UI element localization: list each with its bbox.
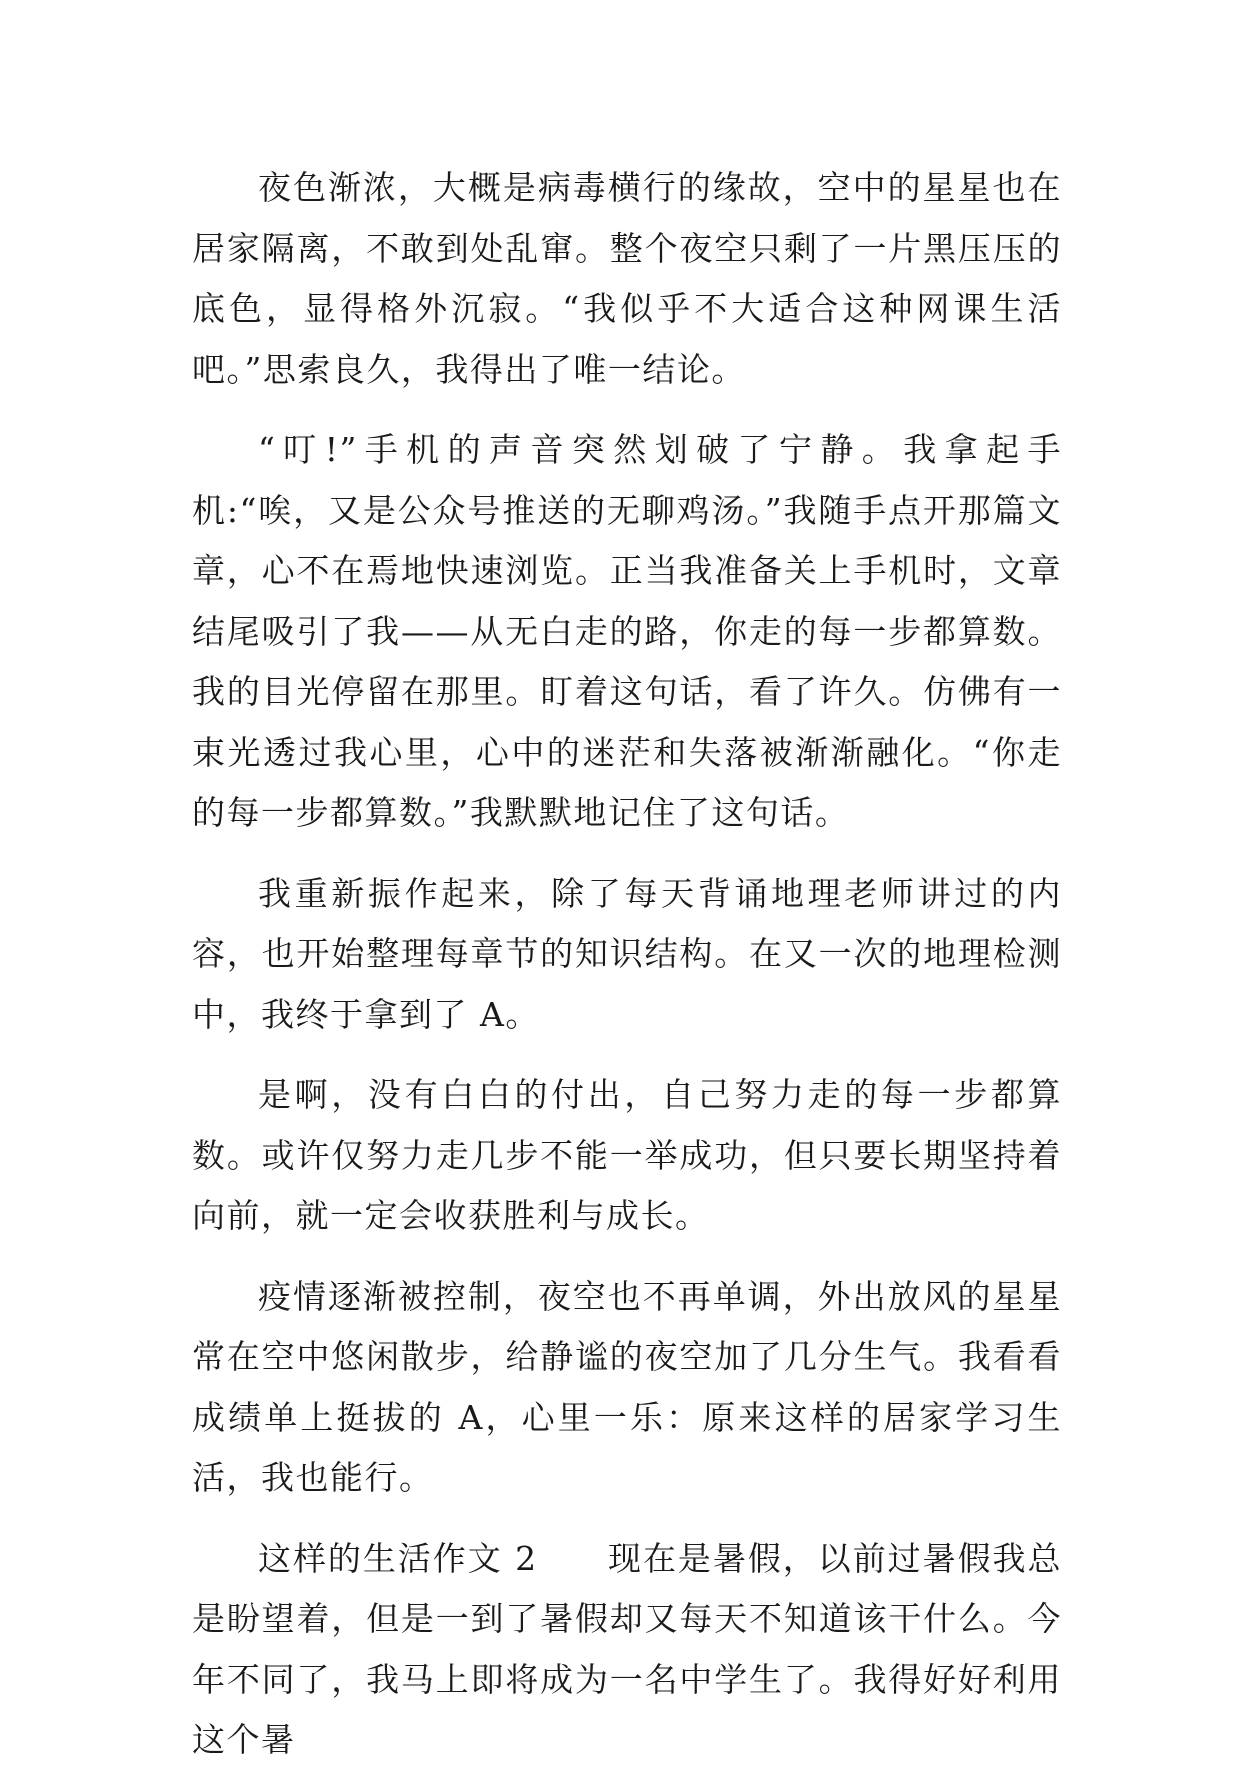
paragraph-3: 我重新振作起来，除了每天背诵地理老师讲过的内容，也开始整理每章节的知识结构。在又一次的地理检测中，我终于拿到了 A。 [192, 873, 1062, 1034]
document-page [192, 158, 1062, 1771]
paragraph-6: 这样的生活作文 2 现在是暑假，以前过暑假我总是盼望着，但是一到了暑假却又每天不知道该干什么。今年不同了，我马上即将成为一名中学生了。我得好好利用这个暑 [192, 1538, 1062, 1759]
paragraph-1: 夜色渐浓，大概是病毒横行的缘故，空中的星星也在居家隔离，不敢到处乱窜。整个夜空只剩了一片黑压压的底色，显得格外沉寂。“我似乎不大适合这种网课生活吧。”思索良久，我得出了唯一结论。 [192, 168, 1062, 389]
paragraph-2: “叮!”手机的声音突然划破了宁静。我拿起手机:“唉，又是公众号推送的无聊鸡汤。”我随手点开那篇文章，心不在焉地快速浏览。正当我准备关上手机时，文章结尾吸引了我——从无白走的路，你走的每一步都算数。我的目光停留在那里。盯着这句话，看了许久。仿佛有一束光透过我心里，心中的迷茫和失落被渐渐融化。“你走的每一步都算数。”我默默地记住了这句话。 [192, 430, 1062, 832]
paragraph-4: 是啊，没有白白的付出，自己努力走的每一步都算数。或许仅努力走几步不能一举成功，但只要长期坚持着向前，就一定会收获胜利与成长。 [192, 1075, 1062, 1235]
paragraph-5: 疫情逐渐被控制，夜空也不再单调，外出放风的星星常在空中悠闲散步，给静谧的夜空加了几分生气。我看看成绩单上挺拔的 A，心里一乐：原来这样的居家学习生活，我也能行。 [192, 1276, 1062, 1497]
